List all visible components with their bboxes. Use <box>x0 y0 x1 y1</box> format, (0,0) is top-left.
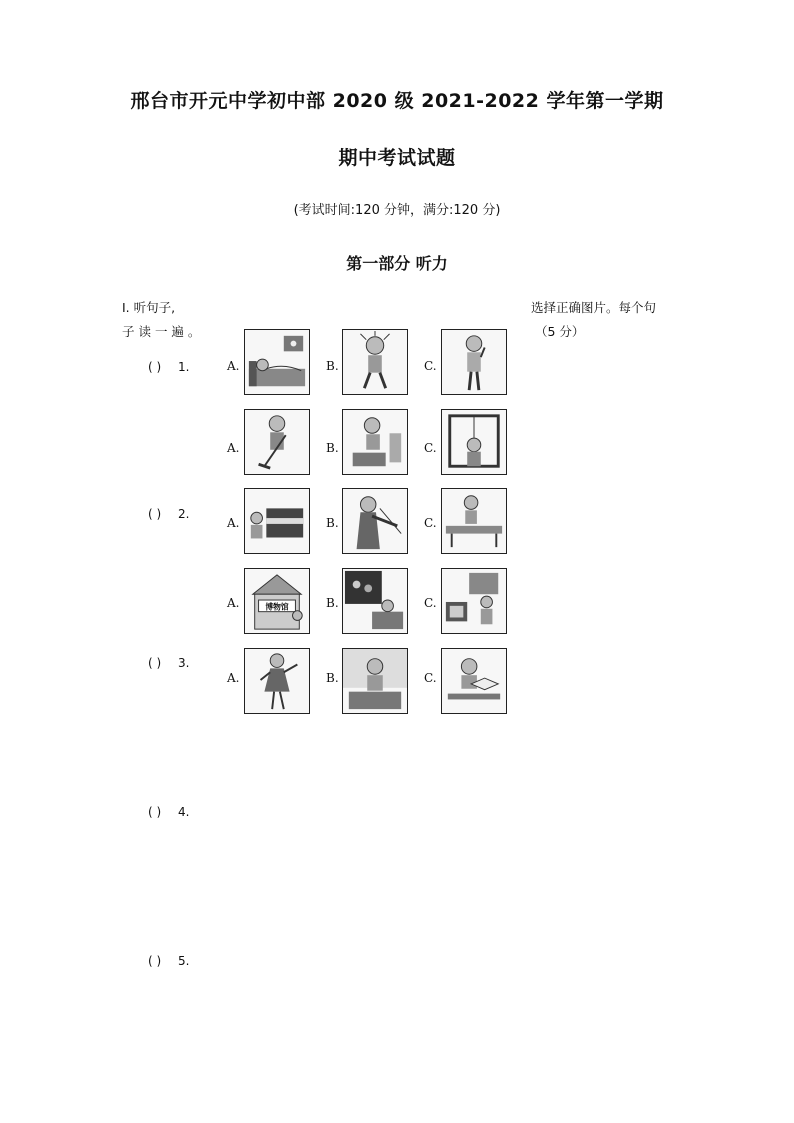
washing-girl-picture[interactable] <box>342 409 408 475</box>
reading-girl-picture[interactable] <box>441 648 507 714</box>
option-label-b: B. <box>326 671 339 685</box>
question-number: 5. <box>178 954 190 968</box>
option-label-a: A. <box>227 516 240 530</box>
thinking-boy-picture[interactable] <box>441 329 507 395</box>
option-label-c: C. <box>424 671 437 685</box>
tv-watching-picture[interactable] <box>441 568 507 634</box>
sick-in-bed-picture[interactable] <box>244 329 310 395</box>
option-label-c: C. <box>424 441 437 455</box>
instruction-right-line2: （5 分） <box>535 324 585 339</box>
answer-blank: ( ) <box>148 507 162 521</box>
question-2[interactable] <box>148 507 189 521</box>
part-heading: 第一部分 听力 <box>346 254 448 273</box>
window-girl-picture[interactable] <box>441 409 507 475</box>
option-label-a: A. <box>227 596 240 610</box>
piano-picture[interactable] <box>244 488 310 554</box>
sitting-girl-picture[interactable] <box>342 648 408 714</box>
exam-info: (考试时间:120 分钟，满分:120 分) <box>293 203 501 218</box>
option-label-c: C. <box>424 359 437 373</box>
question-number: 4. <box>178 805 190 819</box>
instruction-left-line1: Ⅰ. 听句子, <box>122 300 176 315</box>
dancing-girl-picture[interactable] <box>244 648 310 714</box>
question-number: 2. <box>178 507 190 521</box>
museum-picture[interactable] <box>244 568 310 634</box>
cinema-picture[interactable] <box>342 568 408 634</box>
option-label-a: A. <box>227 359 240 373</box>
question-1[interactable] <box>148 360 189 374</box>
question-number: 3. <box>178 656 190 670</box>
museum-sign-text: 博物馆 <box>265 602 289 612</box>
answer-blank: ( ) <box>148 805 162 819</box>
violin-picture[interactable] <box>342 488 408 554</box>
option-label-b: B. <box>326 596 339 610</box>
headache-girl-picture[interactable] <box>342 329 408 395</box>
answer-blank: ( ) <box>148 954 162 968</box>
option-label-c: C. <box>424 516 437 530</box>
guzheng-picture[interactable] <box>441 488 507 554</box>
option-label-a: A. <box>227 671 240 685</box>
instruction-left-line2: 子 读 一 遍 。 <box>122 324 201 339</box>
answer-blank: ( ) <box>148 656 162 670</box>
option-label-c: C. <box>424 596 437 610</box>
exam-title-line1: 邢台市开元中学初中部 2020 级 2021-2022 学年第一学期 <box>130 90 664 112</box>
option-label-b: B. <box>326 441 339 455</box>
instruction-right-line1: 选择正确图片。每个句 <box>531 300 657 315</box>
question-3[interactable] <box>148 656 189 670</box>
question-4[interactable] <box>148 805 189 819</box>
option-label-b: B. <box>326 359 339 373</box>
question-number: 1. <box>178 360 190 374</box>
exam-title-line2: 期中考试试题 <box>338 147 456 169</box>
option-label-b: B. <box>326 516 339 530</box>
option-label-a: A. <box>227 441 240 455</box>
sweeping-girl-picture[interactable] <box>244 409 310 475</box>
question-5[interactable] <box>148 954 189 968</box>
answer-blank: ( ) <box>148 360 162 374</box>
